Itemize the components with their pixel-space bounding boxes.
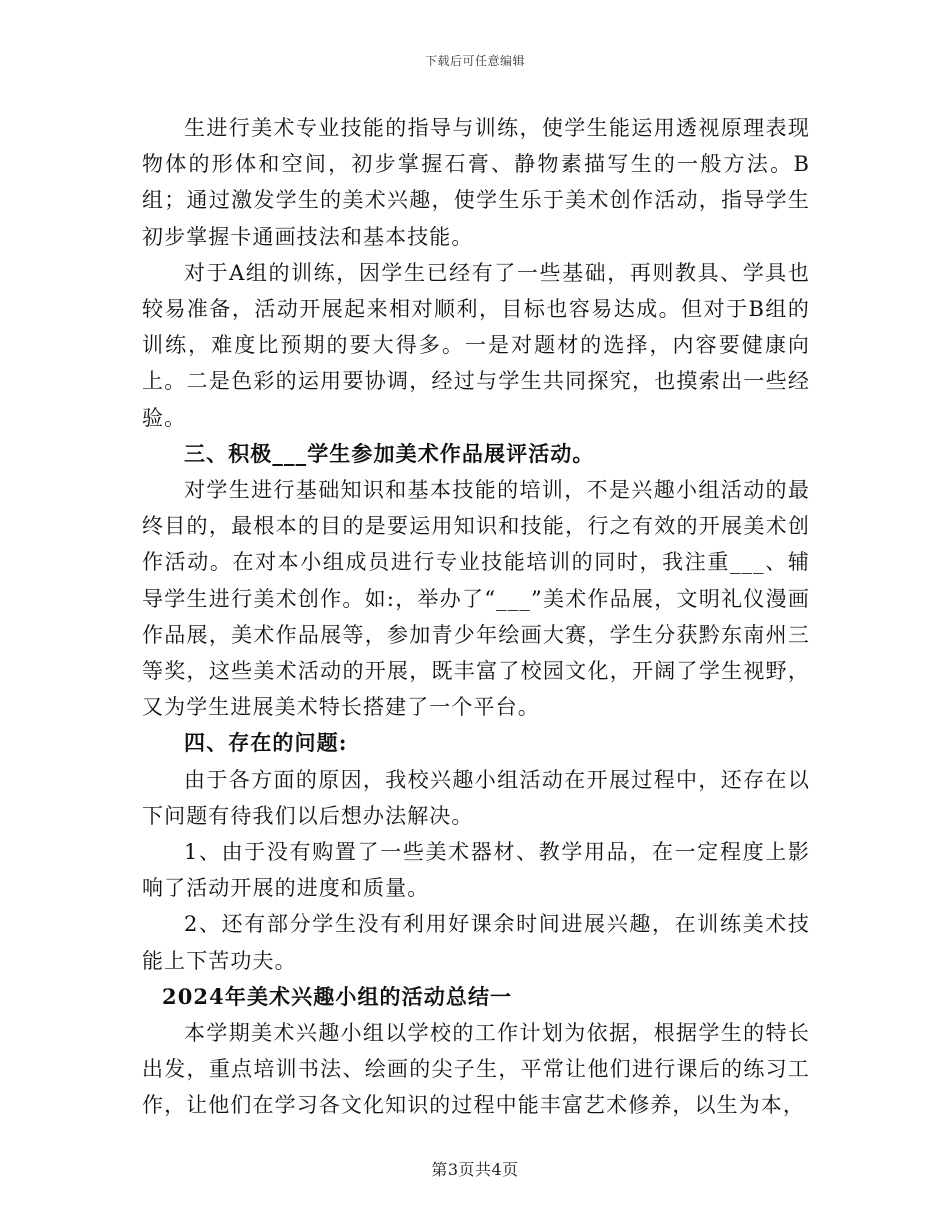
page-number: 第3页共4页 [431,1160,519,1179]
section-heading-exhibition: 三、积极___学生参加美术作品展评活动。 [184,440,595,466]
paragraph-problem-2: 2、还有部分学生没有利用好课余时间进展兴趣，在训练美术技能上下苦功夫。 [142,912,810,973]
paragraph-problems-intro: 由于各方面的原因，我校兴趣小组活动在开展过程中，还存在以下问题有待我们以后想办法解决。 [142,767,810,828]
document-body [142,110,810,1124]
paragraph-exhibition: 对学生进行基础知识和基本技能的培训，不是兴趣小组活动的最终目的，最根本的目的是要运用知识和技能，行之有效的开展美术创作活动。在对本小组成员进行专业技能培训的同时，我注重___、辅导学生进行美术创作。如:，举办了“___”美术作品展，文明礼仪漫画作品展，美术作品展等，参加青少年绘画大赛，学生分获黔东南州三等奖，这些美术活动的开展，既丰富了校园文化，开阔了学生视野，又为学生进展美术特长搭建了一个平台。 [142,478,810,720]
page-header-note: 下载后可任意编辑 [424,54,525,68]
document-title: 2024年美术兴趣小组的活动总结一 [162,983,513,1009]
paragraph-group-goals: 生进行美术专业技能的指导与训练，使学生能运用透视原理表现物体的形体和空间，初步掌握石膏、静物素描写生的一般方法。B组；通过激发学生的美术兴趣，使学生乐于美术创作活动，指导学生初步掌握卡通画技法和基本技能。 [142,116,810,249]
paragraph-training-results: 对于A组的训练，因学生已经有了一些基础，再则教具、学具也较易准备，活动开展起来相对顺利，目标也容易达成。但对于B组的训练，难度比预期的要大得多。一是对题材的选择，内容要健康向上。二是色彩的运用要协调，经过与学生共同探究，也摸索出一些经验。 [142,260,810,430]
paragraph-problem-1: 1、由于没有购置了一些美术器材、教学用品，在一定程度上影响了活动开展的进度和质量。 [142,840,810,901]
paragraph-summary-intro: 本学期美术兴趣小组以学校的工作计划为依据，根据学生的特长出发，重点培训书法、绘画的尖子生，平常让他们进行课后的练习工作，让他们在学习各文化知识的过程中能丰富艺术修养，以生为本， [142,1021,810,1118]
section-heading-problems: 四、存在的问题: [184,730,348,756]
